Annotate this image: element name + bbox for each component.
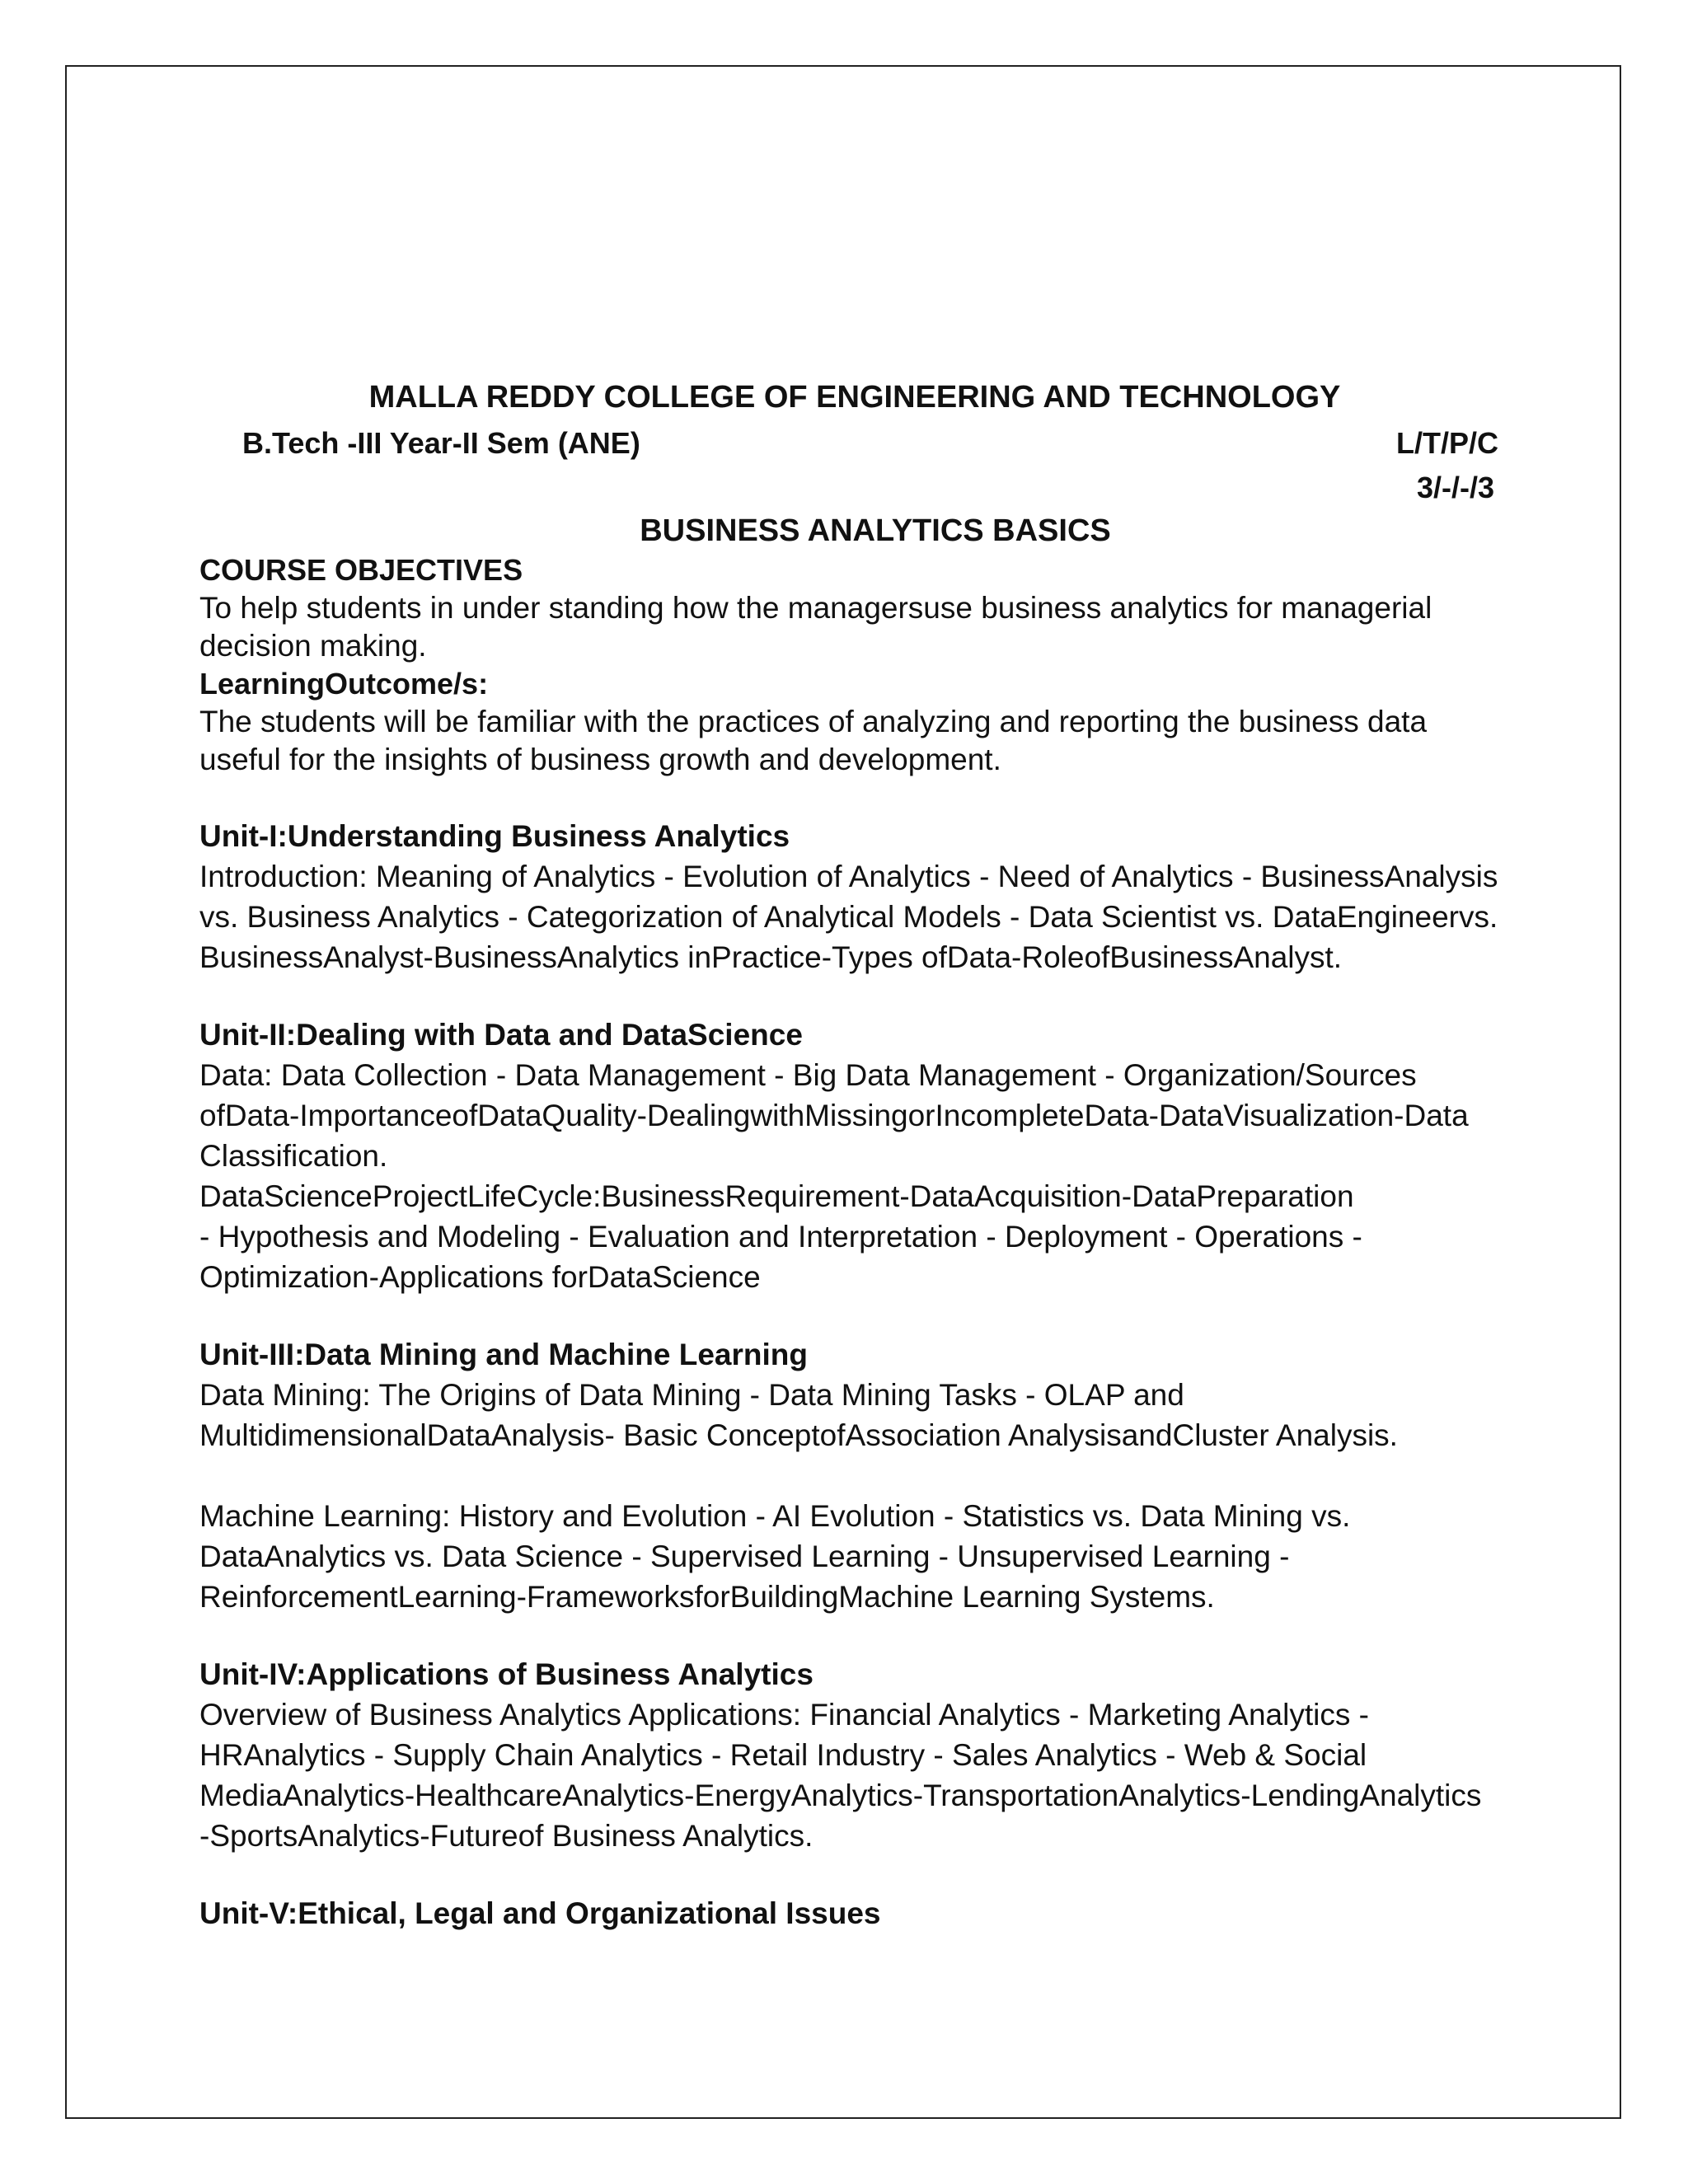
unit-4-text — [199, 1694, 1502, 1856]
text-line: MediaAnalytics-HealthcareAnalytics-EnergyAnalytics-TransportationAnalytics-LendingAnalytics — [199, 1779, 1482, 1812]
text-line: decision making. — [199, 629, 427, 663]
semester-label: B.Tech -III Year-II Sem (ANE) — [242, 426, 640, 460]
unit-5 — [199, 1893, 1502, 1933]
unit-2-text — [199, 1055, 1502, 1297]
text-line: The students will be familiar with the practices of analyzing and reporting the business data — [199, 705, 1428, 738]
text-line: ofData-ImportanceofDataQuality-DealingwithMissingorIncompleteData-DataVisualization-Data — [199, 1099, 1469, 1132]
text-line: -SportsAnalytics-Futureof Business Analytics. — [199, 1819, 814, 1853]
objectives-text — [199, 589, 1502, 665]
text-line: Machine Learning: History and Evolution - AI Evolution - Statistics vs. Data Mining vs. — [199, 1499, 1351, 1533]
ltpc-value: 3/-/-/3 — [1416, 471, 1494, 504]
text-line: To help students in under standing how the managersuse business analytics for managerial — [199, 591, 1432, 625]
college-name: MALLA REDDY COLLEGE OF ENGINEERING AND TECHNOLOGY — [368, 380, 1341, 415]
text-line: Classification. — [199, 1139, 388, 1173]
objectives-heading: COURSE OBJECTIVES — [199, 553, 523, 587]
unit-2-title: Unit-II:Dealing with Data and DataScience — [199, 1018, 803, 1052]
text-line: HRAnalytics - Supply Chain Analytics - Retail Industry - Sales Analytics - Web & Social — [199, 1738, 1367, 1772]
paragraph-gap — [199, 1455, 1502, 1496]
unit-4-title: Unit-IV:Applications of Business Analytics — [199, 1657, 814, 1691]
unit-3-text — [199, 1375, 1502, 1617]
text-line: vs. Business Analytics - Categorization of Analytical Models - Data Scientist vs. DataEngineervs. — [199, 900, 1498, 934]
unit-3-title: Unit-III:Data Mining and Machine Learning — [199, 1338, 808, 1371]
unit-1-text — [199, 856, 1502, 977]
outcomes-heading: LearningOutcome/s: — [199, 667, 489, 701]
text-line: DataAnalytics vs. Data Science - Supervised Learning - Unsupervised Learning - — [199, 1540, 1290, 1573]
unit-2 — [199, 1015, 1502, 1297]
text-line: Data: Data Collection - Data Management - Big Data Management - Organization/Sources — [199, 1058, 1417, 1092]
unit-4 — [199, 1654, 1502, 1856]
text-line: MultidimensionalDataAnalysis- Basic ConceptofAssociation AnalysisandCluster Analysis. — [199, 1418, 1398, 1452]
syllabus-content — [199, 375, 1502, 1933]
unit-1-title: Unit-I:Understanding Business Analytics — [199, 819, 790, 853]
text-line: ReinforcementLearning-FrameworksforBuildingMachine Learning Systems. — [199, 1580, 1215, 1614]
text-line: Optimization-Applications forDataScience — [199, 1260, 761, 1294]
semester-row — [199, 421, 1502, 466]
outcomes-text — [199, 703, 1502, 779]
text-line: Data Mining: The Origins of Data Mining - Data Mining Tasks - OLAP and — [199, 1378, 1184, 1412]
course-title: BUSINESS ANALYTICS BASICS — [640, 513, 1111, 548]
text-line: Introduction: Meaning of Analytics - Evolution of Analytics - Need of Analytics - BusinessAnalysis — [199, 860, 1498, 893]
text-line: DataScienceProjectLifeCycle:BusinessRequirement-DataAcquisition-DataPreparation — [199, 1179, 1354, 1213]
unit-5-title: Unit-V:Ethical, Legal and Organizational Issues — [199, 1896, 881, 1930]
text-line: - Hypothesis and Modeling - Evaluation and Interpretation - Deployment - Operations - — [199, 1220, 1362, 1254]
text-line: useful for the insights of business growth and development. — [199, 743, 1001, 776]
ltpc-label: L/T/P/C — [1396, 426, 1498, 460]
text-line: BusinessAnalyst-BusinessAnalytics inPractice-Types ofData-RoleofBusinessAnalyst. — [199, 940, 1343, 974]
text-line: Overview of Business Analytics Applications: Financial Analytics - Marketing Analytics - — [199, 1698, 1369, 1732]
unit-3 — [199, 1334, 1502, 1617]
unit-1 — [199, 816, 1502, 977]
